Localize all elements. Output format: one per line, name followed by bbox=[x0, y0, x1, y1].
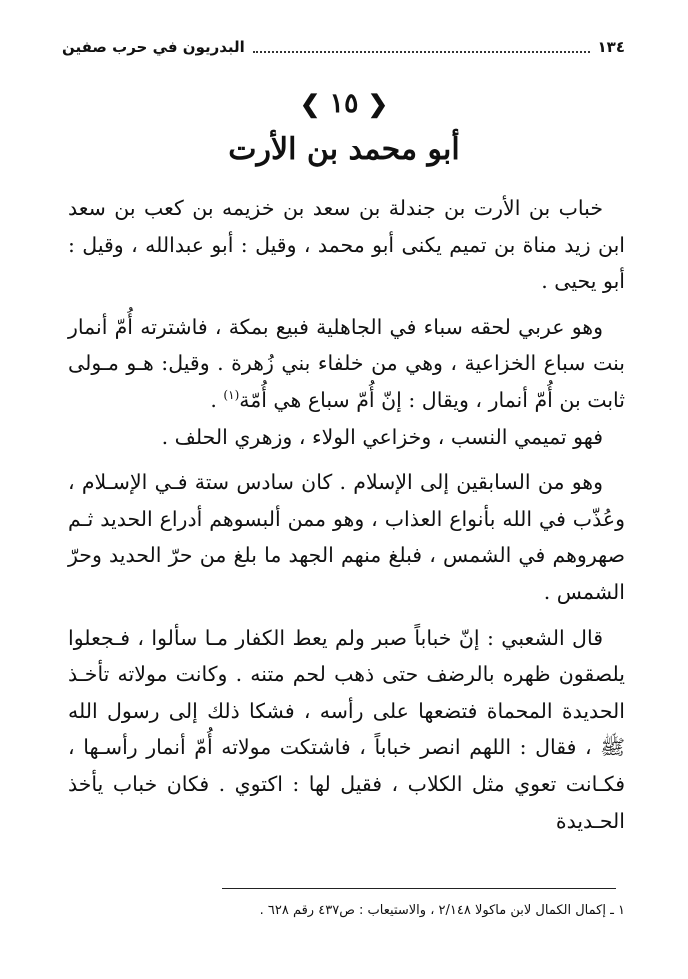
header-dot-leader bbox=[253, 41, 590, 53]
chapter-number bbox=[0, 88, 688, 119]
paragraph-origin-end: . bbox=[210, 387, 224, 412]
footnote-reference: (١) bbox=[223, 388, 240, 403]
body-text bbox=[68, 190, 625, 839]
paragraph-lineage: خباب بن الأرت بن جندلة بن سعد بن خزيمه بن كعب بن سعد ابن زيد مناة بن تميم يكنى أبو محمد ، وقيل : أبو عبدالله ، وقيل : أبو يحيى . bbox=[68, 196, 625, 294]
paragraph-affiliation: فهو تميمي النسب ، وخزاعي الولاء ، وزهري الحلف . bbox=[161, 424, 603, 449]
ornament-left-icon: ❯ bbox=[299, 89, 321, 118]
chapter-title: أبو محمد بن الأرت bbox=[228, 132, 460, 167]
footnote-divider bbox=[222, 888, 616, 889]
running-header bbox=[62, 34, 625, 60]
chapter-number-value: ١٥ bbox=[329, 88, 359, 119]
paragraph-shabi: قال الشعبي : إنّ خباباً صبر ولم يعط الكفار مـا سألوا ، فـجعلوا يلصقون ظهره بالرضف حتى ذهب لحم متنه . وكانت مولاته تأخـذ الحديدة المحماة فتضعها على رأسه ، فشكا ذلك إلى رسول الله ﷺ ، فقال : اللهم انصر خباباً ، فاشتكت مولاته أُمّ أنمار رأسـها ، فكـانت تعوي مثل الكلاب ، فقيل لها : اكتوي . فكان خباب يأخذ الحـديدة bbox=[68, 625, 625, 833]
footnote: ١ ـ إكمال الكمال لابن ماكولا ٢/١٤٨ ، والاستيعاب : ص٤٣٧ رقم ٦٢٨ . bbox=[259, 903, 625, 918]
paragraph-early-islam: وهو من السابقين إلى الإسلام . كان سادس ستة فـي الإسـلام ، وعُذّب في الله بأنواع العذاب ، وهو ممن ألبسوهم أدراع الحديد ثـم صهروهم في الشمس ، فبلغ منهم الجهد ما بلغ من حرّ الحديد وحرّ الشمس . bbox=[68, 470, 625, 604]
book-title: البدريون في حرب صفين bbox=[62, 38, 245, 56]
page-number: ١٣٤ bbox=[597, 38, 625, 56]
paragraph-origin-text: وهو عربي لحقه سباء في الجاهلية فبيع بمكة ، فاشترته أُمّ أنمار بنت سباع الخزاعية ، وهي من خلفاء بني زُهرة . وقيل: هـو مـولى ثابت بن أُمّ أنمار ، ويقال : إنّ أُمّ سباع هي أُمّة bbox=[68, 314, 625, 412]
ornament-right-icon: ❮ bbox=[367, 89, 389, 118]
paragraph-origin bbox=[68, 309, 625, 419]
